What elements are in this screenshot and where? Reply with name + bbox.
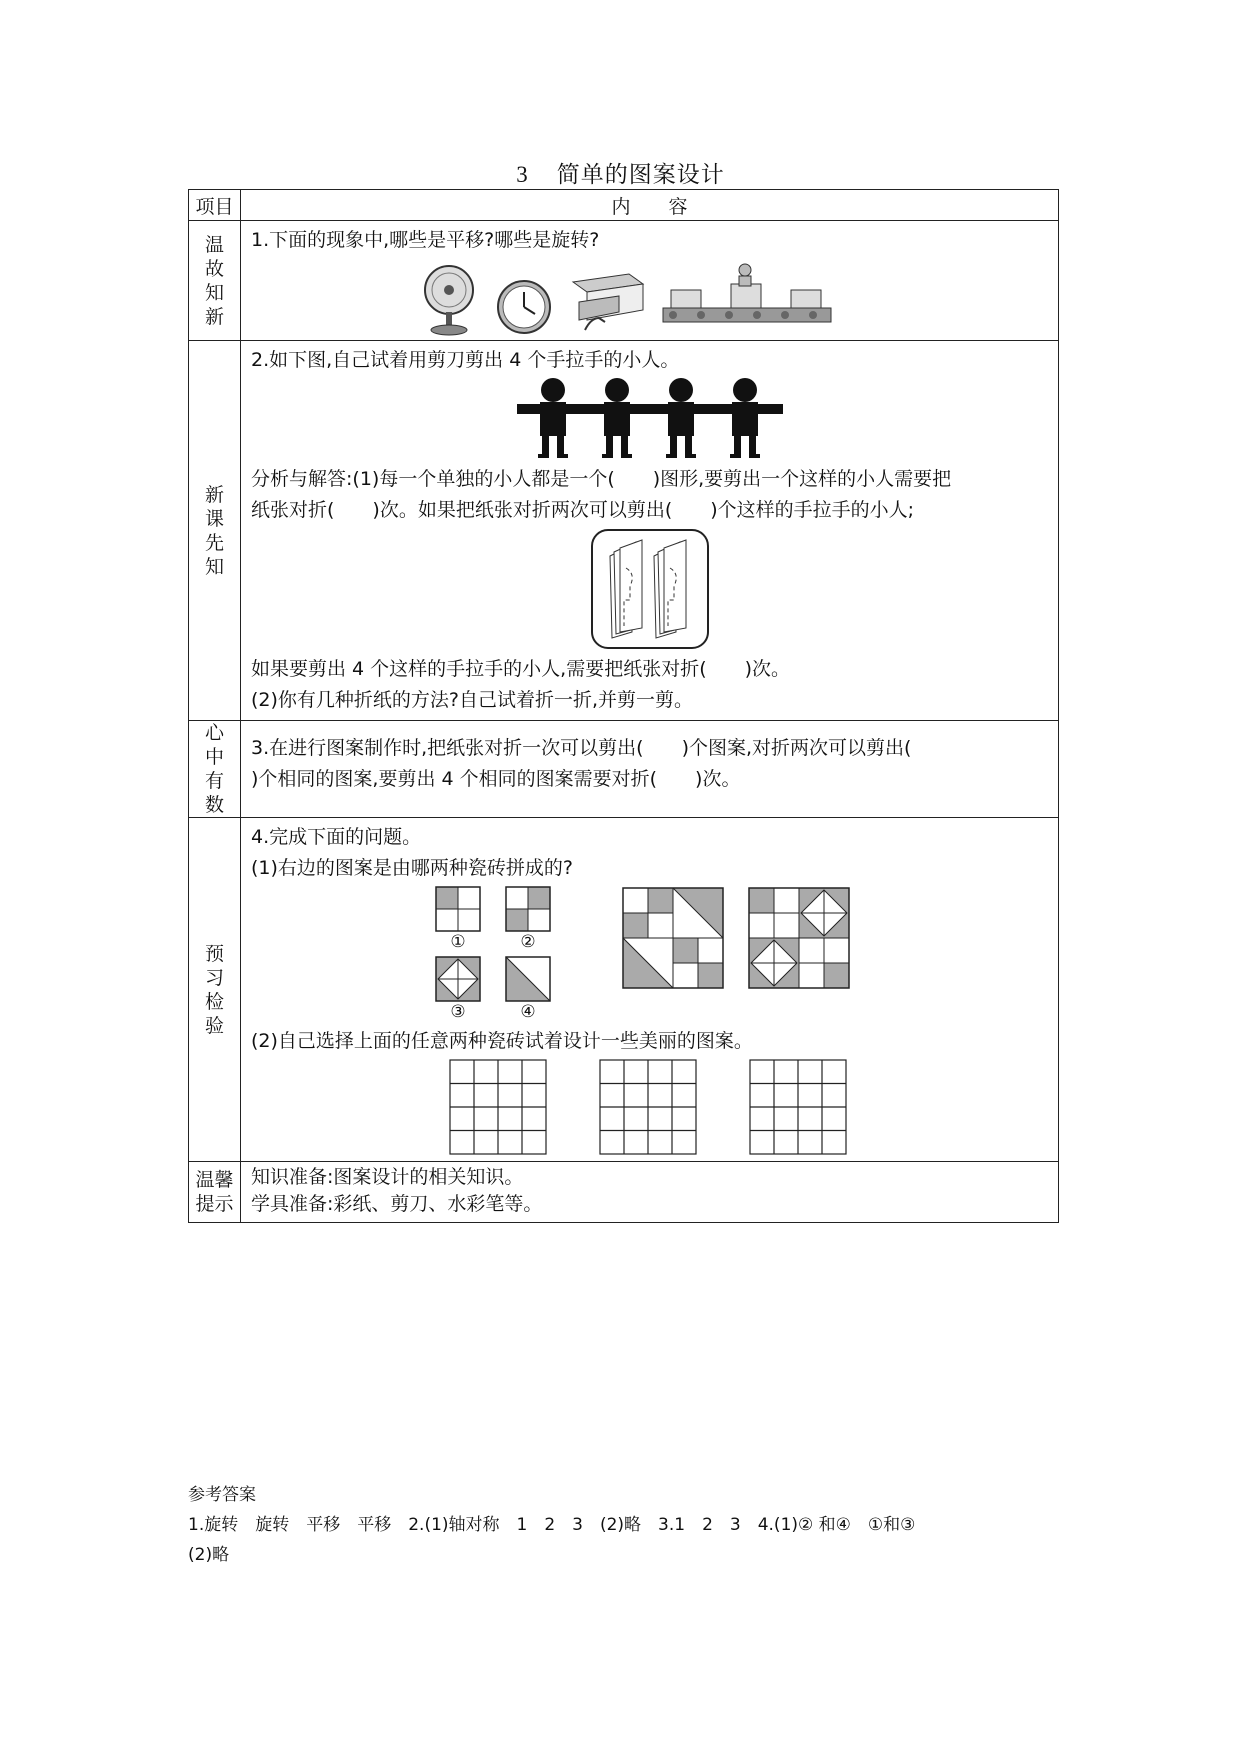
row-review (189, 221, 1059, 341)
row-label: 温故知新 (189, 221, 241, 341)
blank-grid-icon (599, 1059, 697, 1155)
conveyor-icon (661, 262, 833, 336)
question-4: 4.完成下面的问题。 (251, 826, 422, 848)
drawer-icon (569, 270, 645, 336)
tile-2-icon (505, 886, 551, 932)
blank-grids (449, 1059, 1048, 1155)
tip-line-2: 学具准备:彩纸、剪刀、水彩笔等。 (251, 1193, 543, 1215)
row-content (241, 341, 1059, 721)
row-label: 温馨提示 (189, 1162, 241, 1223)
answer-key-heading: 参考答案 (188, 1485, 256, 1505)
row-preview (189, 341, 1059, 721)
clock-icon (495, 278, 553, 336)
title-text: 简单的图案设计 (556, 162, 725, 188)
tile-3-label: ③ (450, 1002, 466, 1021)
answer-line-2: 纸张对折( )次。如果把纸张对折两次可以剪出( )个这样的手拉手的小人; (251, 499, 915, 521)
header-item: 项目 (189, 190, 241, 221)
row-label: 预习检验 (189, 818, 241, 1162)
blank-grid-icon (449, 1059, 547, 1155)
tile-2-label: ② (520, 932, 536, 951)
blank-grid-icon (749, 1059, 847, 1155)
answer-line-1: 分析与解答:(1)每一个单独的小人都是一个( )图形,要剪出一个这样的小人需要把 (251, 468, 952, 490)
row-label: 心中有数 (189, 721, 241, 818)
row-tips (189, 1162, 1059, 1223)
row-content (241, 818, 1059, 1162)
tile-options (435, 886, 581, 1022)
paper-dolls-icon (515, 378, 785, 460)
answer-key-line-2: (2)略 (188, 1545, 230, 1565)
pattern-b-icon (747, 886, 851, 990)
tiles-area (251, 886, 1048, 1022)
question-3-line-2: )个相同的图案,要剪出 4 个相同的图案需要对折( )次。 (251, 768, 741, 790)
row-understanding (189, 721, 1059, 818)
title-number: 3 (516, 162, 529, 187)
question-4-sub-2: (2)自己选择上面的任意两种瓷砖试着设计一些美丽的图案。 (251, 1030, 753, 1052)
question-4-sub-1: (1)右边的图案是由哪两种瓷砖拼成的? (251, 857, 573, 879)
paper-dolls-figure (251, 378, 1048, 460)
row-content (241, 221, 1059, 341)
header-row (189, 190, 1059, 221)
question-1: 1.下面的现象中,哪些是平移?哪些是旋转? (251, 229, 600, 251)
tile-4-icon (505, 956, 551, 1002)
answer-key-line-1: 1.旋转 旋转 平移 平移 2.(1)轴对称 1 2 3 (2)略 3.1 2 3 4.(1)② 和④ ①和③ (188, 1515, 916, 1535)
question-1-images (251, 256, 1048, 336)
row-content (241, 1162, 1059, 1223)
row-label: 新课先知 (189, 341, 241, 721)
answer-line-3: 如果要剪出 4 个这样的手拉手的小人,需要把纸张对折( )次。 (251, 658, 791, 680)
fan-icon (419, 264, 479, 336)
row-content (241, 721, 1059, 818)
tile-3-icon (435, 956, 481, 1002)
answer-key (188, 1480, 915, 1570)
tile-1-icon (435, 886, 481, 932)
folded-paper-figure (251, 528, 1048, 650)
question-2: 2.如下图,自己试着用剪刀剪出 4 个手拉手的小人。 (251, 349, 680, 371)
worksheet-table (188, 189, 1059, 1223)
tile-4-label: ④ (520, 1002, 536, 1021)
folded-paper-icon (590, 528, 710, 650)
tip-line-1: 知识准备:图案设计的相关知识。 (251, 1166, 524, 1188)
question-3-line-1: 3.在进行图案制作时,把纸张对折一次可以剪出( )个图案,对折两次可以剪出( (251, 737, 912, 759)
tile-1-label: ① (450, 932, 466, 951)
header-content: 内 容 (241, 190, 1059, 221)
row-check (189, 818, 1059, 1162)
pattern-a-icon (621, 886, 725, 990)
page-title (0, 156, 1241, 189)
answer-line-4: (2)你有几种折纸的方法?自己试着折一折,并剪一剪。 (251, 689, 694, 711)
